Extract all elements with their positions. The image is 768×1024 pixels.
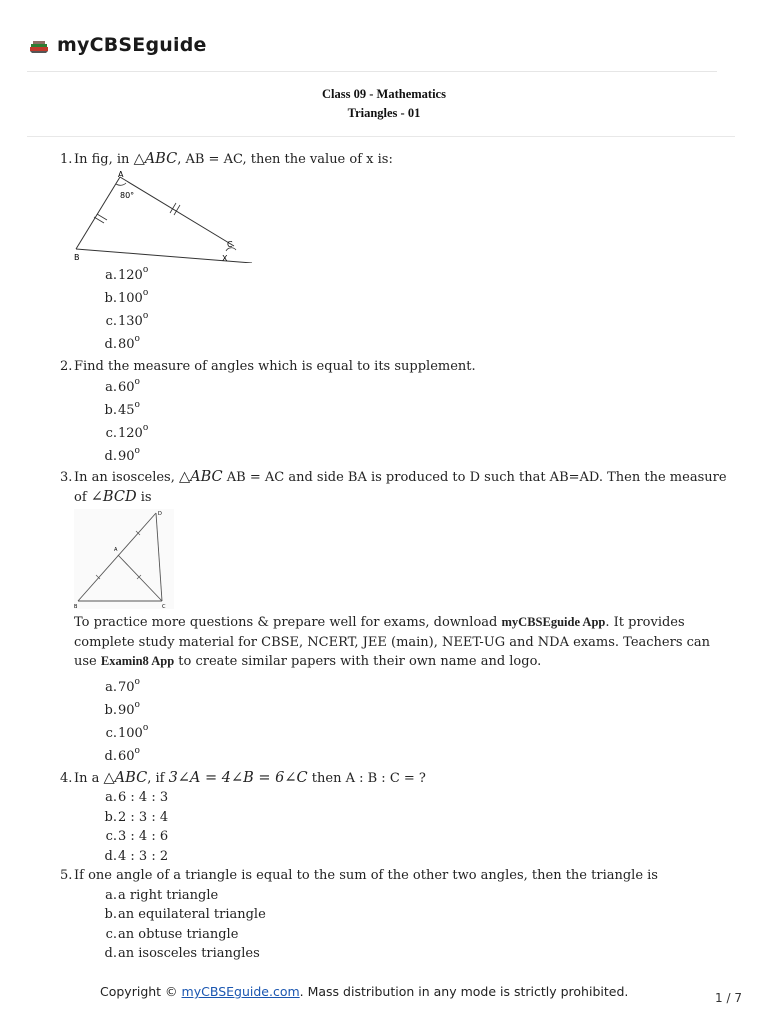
brand-name: myCBSEguide xyxy=(57,34,207,56)
footer-link[interactable]: myCBSEguide.com xyxy=(181,984,300,999)
label-a: A xyxy=(118,170,124,179)
header-divider xyxy=(27,71,717,72)
option-b[interactable]: b. an equilateral triangle xyxy=(104,907,266,922)
question-number: 2. xyxy=(60,358,73,374)
angle-label: 80° xyxy=(120,190,135,200)
options-list xyxy=(74,886,730,964)
label-c: C xyxy=(227,239,233,249)
header xyxy=(27,30,207,60)
isosceles-figure xyxy=(74,509,174,609)
question-5 xyxy=(60,866,730,964)
options-list xyxy=(74,376,730,468)
option-a[interactable]: a. a right triangle xyxy=(105,887,219,903)
question-1 xyxy=(60,150,730,357)
question-number: 1. xyxy=(60,152,73,167)
option-c[interactable]: c. an obtuse triangle xyxy=(105,926,239,942)
footer-copyright: Copyright © myCBSEguide.com. Mass distribution in any mode is strictly prohibited. xyxy=(100,984,629,999)
options-list xyxy=(74,788,730,866)
option-c[interactable]: c. 120 o xyxy=(105,422,149,441)
options-list xyxy=(74,265,730,357)
question-text: In an isosceles, △ABC AB = AC and side BA is produced to D such that AB=AD. Then the measure of ∠BCD is xyxy=(74,469,727,505)
label-b: B xyxy=(74,604,78,609)
option-d[interactable]: d. 80 o xyxy=(104,334,140,353)
question-number: 5. xyxy=(60,868,73,883)
option-a[interactable]: a. 6 : 4 : 3 xyxy=(105,790,169,805)
option-a[interactable]: a. 120 o xyxy=(105,265,149,284)
question-text: In fig, in △ABC, AB = AC, then the value of x is: xyxy=(74,151,393,167)
question-2 xyxy=(60,357,730,469)
question-4 xyxy=(60,769,730,867)
options-list xyxy=(74,677,730,769)
option-d[interactable]: d. an isosceles triangles xyxy=(104,946,260,961)
option-b[interactable]: b. 90 o xyxy=(104,700,140,719)
logo-icon xyxy=(27,33,51,57)
option-b[interactable]: b. 100 o xyxy=(104,288,149,307)
question-list xyxy=(60,150,730,964)
option-b[interactable]: b. 2 : 3 : 4 xyxy=(104,809,169,825)
question-number: 4. xyxy=(60,770,73,786)
question-3 xyxy=(60,468,730,769)
label-d: D xyxy=(158,511,162,517)
label-a: A xyxy=(114,547,118,553)
promo-text: To practice more questions & prepare well for exams, download myCBSEguide App. It provides complete study material for CBSE, NCERT, JEE (main), NEET-UG and NDA exams. Teachers can use Examin8 App to create similar papers with their own name and logo. xyxy=(74,615,711,669)
class-title: Class 09 - Mathematics xyxy=(322,87,446,101)
triangle-figure xyxy=(74,171,254,263)
label-x: X xyxy=(222,253,228,263)
label-b: B xyxy=(74,252,80,262)
title-divider xyxy=(27,136,735,137)
label-c: C xyxy=(162,604,166,609)
question-text: If one angle of a triangle is equal to the sum of the other two angles, then the triangle is xyxy=(74,868,658,883)
option-a[interactable]: a. 60 o xyxy=(105,376,140,395)
option-c[interactable]: c. 130 o xyxy=(105,311,149,330)
option-c[interactable]: c. 100 o xyxy=(105,723,149,742)
option-d[interactable]: d. 60 o xyxy=(104,746,140,765)
chapter-title: Triangles - 01 xyxy=(347,106,421,120)
option-c[interactable]: c. 3 : 4 : 6 xyxy=(105,829,169,844)
option-d[interactable]: d. 90 o xyxy=(104,445,140,464)
option-b[interactable]: b. 45 o xyxy=(104,399,140,418)
option-a[interactable]: a. 70 o xyxy=(105,677,140,696)
question-text: Find the measure of angles which is equal to its supplement. xyxy=(74,358,476,374)
option-d[interactable]: d. 4 : 3 : 2 xyxy=(104,848,169,864)
question-text: In a △ABC, if 3∠A = 4∠B = 6∠C then A : B : C = ? xyxy=(74,769,426,786)
page-indicator: 1 / 7 xyxy=(715,991,742,1005)
question-number: 3. xyxy=(60,470,73,485)
